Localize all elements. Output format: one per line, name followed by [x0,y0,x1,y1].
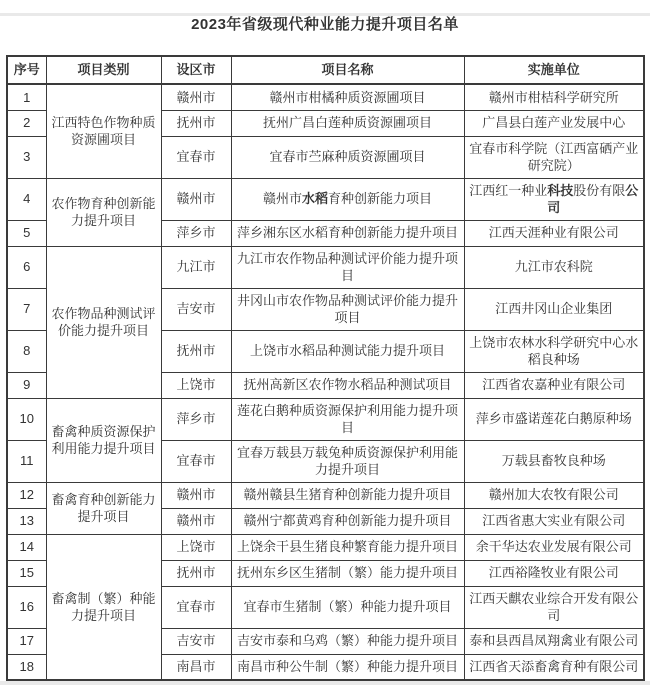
cell-serial: 12 [7,482,46,508]
cell-project-name: 宜春市生猪制（繁）种能力提升项目 [231,586,464,628]
cell-project-name: 抚州高新区农作物水稻品种测试项目 [231,372,464,398]
cell-unit: 江西省农嘉种业有限公司 [464,372,644,398]
cell-unit: 余干华达农业发展有限公司 [464,534,644,560]
cell-unit: 江西省惠大实业有限公司 [464,508,644,534]
cell-city: 抚州市 [161,330,231,372]
cell-serial: 10 [7,398,46,440]
cell-project-name: 赣州宁都黄鸡育种创新能力提升项目 [231,508,464,534]
projects-table [6,55,645,681]
cell-city: 吉安市 [161,288,231,330]
cell-serial: 1 [7,84,46,110]
cell-unit: 赣州市柑桔科学研究所 [464,84,644,110]
cell-unit: 萍乡市盛诺莲花白鹅原种场 [464,398,644,440]
cell-city: 赣州市 [161,482,231,508]
cell-serial: 7 [7,288,46,330]
cell-serial: 16 [7,586,46,628]
cell-project-name: 赣州市柑橘种质资源圃项目 [231,84,464,110]
cell-project-name: 宜春市苎麻种质资源圃项目 [231,136,464,178]
cell-city: 上饶市 [161,372,231,398]
cell-city: 宜春市 [161,586,231,628]
cell-city: 抚州市 [161,560,231,586]
cell-serial: 14 [7,534,46,560]
cell-project-name: 井冈山市农作物品种测试评价能力提升项目 [231,288,464,330]
cell-unit: 江西天麒农业综合开发有限公司 [464,586,644,628]
cell-unit: 九江市农科院 [464,246,644,288]
cell-category: 农作物品种测试评价能力提升项目 [46,246,161,398]
cell-project-name: 抚州东乡区生猪制（繁）能力提升项目 [231,560,464,586]
table-row [7,178,644,220]
cell-serial: 3 [7,136,46,178]
table-row [7,84,644,110]
cell-category: 农作物育种创新能力提升项目 [46,178,161,246]
cell-unit: 宜春市科学院（江西富硒产业研究院） [464,136,644,178]
cell-city: 赣州市 [161,508,231,534]
cell-project-name: 上饶余干县生猪良种繁育能力提升项目 [231,534,464,560]
cell-project-name: 南昌市种公牛制（繁）种能力提升项目 [231,654,464,680]
column-header-city: 设区市 [161,56,231,84]
cell-serial: 11 [7,440,46,482]
table-row [7,482,644,508]
cell-serial: 6 [7,246,46,288]
cell-project-name: 赣州赣县生猪育种创新能力提升项目 [231,482,464,508]
cell-serial: 5 [7,220,46,246]
cell-serial: 4 [7,178,46,220]
cell-unit: 广昌县白莲产业发展中心 [464,110,644,136]
column-header-unit: 实施单位 [464,56,644,84]
cell-project-name: 九江市农作物品种测试评价能力提升项目 [231,246,464,288]
cell-category: 畜禽育种创新能力提升项目 [46,482,161,534]
cell-project-name: 莲花白鹅种质资源保护利用能力提升项目 [231,398,464,440]
cell-city: 上饶市 [161,534,231,560]
cell-unit: 泰和县西昌凤翔禽业有限公司 [464,628,644,654]
cell-serial: 18 [7,654,46,680]
cell-unit: 江西红一种业科技股份有限公司 [464,178,644,220]
column-header-category: 项目类别 [46,56,161,84]
cell-unit: 万载县畜牧良种场 [464,440,644,482]
table-row [7,398,644,440]
cell-project-name: 吉安市泰和乌鸡（繁）种能力提升项目 [231,628,464,654]
cell-project-name: 上饶市水稻品种测试能力提升项目 [231,330,464,372]
column-header-project-name: 项目名称 [231,56,464,84]
cell-city: 抚州市 [161,110,231,136]
top-edge-strip [0,13,650,16]
cell-project-name: 萍乡湘东区水稻育种创新能力提升项目 [231,220,464,246]
cell-serial: 13 [7,508,46,534]
cell-city: 赣州市 [161,84,231,110]
cell-city: 赣州市 [161,178,231,220]
table-row [7,534,644,560]
cell-serial: 15 [7,560,46,586]
column-header-serial: 序号 [7,56,46,84]
cell-category: 畜禽种质资源保护利用能力提升项目 [46,398,161,482]
cell-unit: 江西天涯种业有限公司 [464,220,644,246]
cell-city: 宜春市 [161,440,231,482]
bottom-edge-strip [0,681,650,685]
cell-serial: 2 [7,110,46,136]
cell-city: 九江市 [161,246,231,288]
cell-serial: 9 [7,372,46,398]
cell-city: 萍乡市 [161,398,231,440]
cell-project-name: 赣州市水稻育种创新能力项目 [231,178,464,220]
cell-category: 江西特色作物种质资源圃项目 [46,84,161,178]
cell-city: 吉安市 [161,628,231,654]
cell-city: 宜春市 [161,136,231,178]
table-row [7,246,644,288]
cell-city: 南昌市 [161,654,231,680]
cell-category: 畜禽制（繁）种能力提升项目 [46,534,161,680]
cell-project-name: 抚州广昌白莲种质资源圃项目 [231,110,464,136]
header-row [7,56,644,84]
cell-city: 萍乡市 [161,220,231,246]
cell-serial: 17 [7,628,46,654]
document-title: 2023年省级现代种业能力提升项目名单 [191,16,459,33]
cell-unit: 江西井冈山企业集团 [464,288,644,330]
cell-project-name: 宜春万载县万载兔种质资源保护利用能力提升项目 [231,440,464,482]
cell-unit: 上饶市农林水科学研究中心水稻良种场 [464,330,644,372]
cell-unit: 赣州加大农牧有限公司 [464,482,644,508]
cell-serial: 8 [7,330,46,372]
cell-unit: 江西裕隆牧业有限公司 [464,560,644,586]
cell-unit: 江西省天添畜禽育种有限公司 [464,654,644,680]
